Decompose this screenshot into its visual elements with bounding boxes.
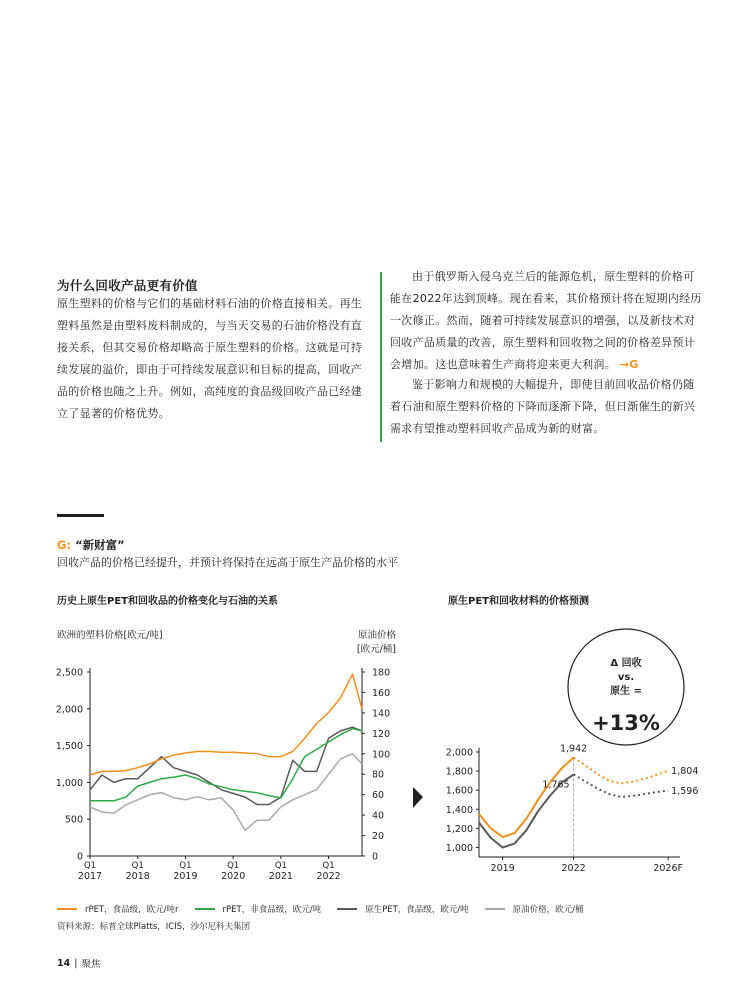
- x-tick-quarter: Q1: [322, 861, 335, 871]
- y2-tick-label: 20: [372, 831, 385, 843]
- x-tick-quarter: Q1: [83, 861, 97, 871]
- legend-label: rPET，非食品级，欧元/吨: [222, 905, 322, 915]
- callout-line1: Δ 回收: [610, 658, 642, 669]
- y-tick-label: 0: [76, 851, 83, 863]
- x-tick-label: 2026F: [653, 863, 684, 874]
- legend-swatch: [485, 908, 505, 910]
- x-tick-year: 2020: [221, 871, 246, 882]
- y2-tick-label: 140: [372, 708, 391, 720]
- point-label: 1,942: [559, 743, 588, 755]
- x-tick-year: 2022: [316, 871, 341, 882]
- article-paragraph-right-text: 由于俄罗斯入侵乌克兰后的能源危机，原生塑料的价格可能在2022年达到顶峰。现在看来，其价格预计将在短期内经历一次修正。然而，随着可持续发展意识的增强，以及新技术对回收产品质量的改善，原生塑料和回收物之间的价格差异预计会增加。这也意味着生产商将迎来更大利润。: [390, 270, 702, 371]
- y-tick-label: 2,000: [55, 704, 83, 716]
- legend-swatch: [195, 908, 215, 910]
- x-tick-label: 2019: [490, 863, 515, 874]
- arrow-right-icon: [413, 787, 423, 808]
- point-label: 1,765: [542, 779, 570, 791]
- series-line-historical: [479, 758, 574, 838]
- x-tick-year: 2021: [268, 871, 293, 882]
- y-tick-label: 1,600: [445, 785, 473, 797]
- point-label: 1,804: [671, 766, 699, 778]
- y2-tick-label: 40: [372, 810, 385, 822]
- article-heading: 为什么回收产品更有价值: [57, 278, 198, 293]
- y-tick-label: 2,000: [445, 747, 473, 759]
- figure-g-link[interactable]: →G: [619, 358, 639, 371]
- x-tick-quarter: Q1: [274, 861, 287, 871]
- figure-subtitle: 回收产品的价格已经提升，并预计将保持在远高于原生产品价格的水平: [57, 556, 398, 569]
- legend: [57, 903, 600, 915]
- callout-line2: vs.: [617, 672, 635, 683]
- y2-tick-label: 0: [372, 851, 379, 863]
- left-y-axis-label: 欧洲的塑料价格[欧元/吨]: [57, 630, 163, 641]
- point-label: 1,596: [671, 786, 699, 798]
- legend-label: rPET，食品级，欧元/吨r: [85, 905, 179, 915]
- x-tick-year: 2018: [125, 871, 150, 882]
- y-tick-label: 2,500: [55, 667, 83, 679]
- page-number: 14: [57, 957, 71, 969]
- x-tick-quarter: Q1: [179, 861, 192, 871]
- footer-separator: |: [74, 957, 78, 969]
- article-paragraph-left: 原生塑料的价格与它们的基础材料石油的价格直接相关。再生塑料虽然是由塑料废料制成的，与当天交易的石油价格没有直接关系，但其交易价格却略高于原生塑料的价格。这就是可持续发展的溢价，即由于可持续发展意识和目标的提高，回收产品的价格也随之上升。例如，高纯度的食品级回收产品已经建立了显著的价格优势。: [57, 297, 363, 420]
- y2-tick-label: 180: [372, 667, 391, 679]
- legend-swatch: [337, 908, 357, 910]
- article-paragraph-right-2: 鉴于影响力和规模的大幅提升，即使目前回收品价格仍随着石油和原生塑料价格的下降而逐渐下降，但日渐催生的新兴需求有望推动塑料回收产品成为新的财富。: [390, 378, 696, 435]
- page-footer: [57, 956, 100, 970]
- x-tick-quarter: Q1: [227, 861, 240, 871]
- y-tick-label: 1,000: [55, 777, 83, 789]
- y2-tick-label: 100: [372, 749, 391, 761]
- y-tick-label: 500: [64, 814, 83, 826]
- left-chart: [56, 629, 397, 882]
- right-y-axis-label-line1: 原油价格: [357, 630, 396, 641]
- right-chart: [413, 629, 698, 874]
- x-tick-year: 2019: [173, 871, 198, 882]
- x-tick-year: 2017: [77, 871, 103, 882]
- y2-tick-label: 80: [372, 769, 385, 781]
- x-tick-label: 2022: [561, 863, 586, 874]
- y-tick-label: 1,800: [445, 766, 473, 778]
- figure-label: G:: [57, 538, 72, 552]
- legend-item-rpet-nonfood: [195, 903, 322, 915]
- series-line: [90, 729, 362, 801]
- legend-swatch: [57, 908, 77, 910]
- y-tick-label: 1,500: [55, 741, 83, 753]
- figure-title-text: “新财富”: [75, 538, 125, 552]
- series-line-forecast: [574, 758, 669, 784]
- y-tick-label: 1,400: [445, 804, 473, 816]
- x-tick-quarter: Q1: [131, 861, 144, 871]
- y2-tick-label: 60: [372, 790, 385, 802]
- right-chart-title: 原生PET和回收材料的价格预测: [448, 596, 589, 607]
- y2-tick-label: 160: [372, 687, 391, 699]
- section-name: 聚焦: [81, 959, 101, 970]
- callout-value: +13%: [592, 711, 660, 735]
- legend-label: 原生PET，食品级，欧元/吨: [365, 905, 469, 915]
- y-tick-label: 1,200: [445, 823, 473, 835]
- callout-line3: 原生 =: [610, 686, 642, 697]
- legend-item-rpet-food: [57, 903, 179, 915]
- left-chart-title: 历史上原生PET和回收品的价格变化与石油的关系: [57, 596, 278, 607]
- legend-label: 原油价格，欧元/桶: [512, 905, 584, 915]
- y2-tick-label: 120: [372, 728, 391, 740]
- right-y-axis-label-line2: [欧元/桶]: [356, 644, 396, 655]
- source-note: 资料来源：标普全球Platts，ICIS，沙尔尼科夫集团: [57, 922, 251, 932]
- legend-item-crude-oil: [485, 903, 584, 915]
- legend-item-virgin-pet: [337, 903, 469, 915]
- y-tick-label: 1,000: [445, 842, 473, 854]
- series-line-forecast: [574, 774, 669, 797]
